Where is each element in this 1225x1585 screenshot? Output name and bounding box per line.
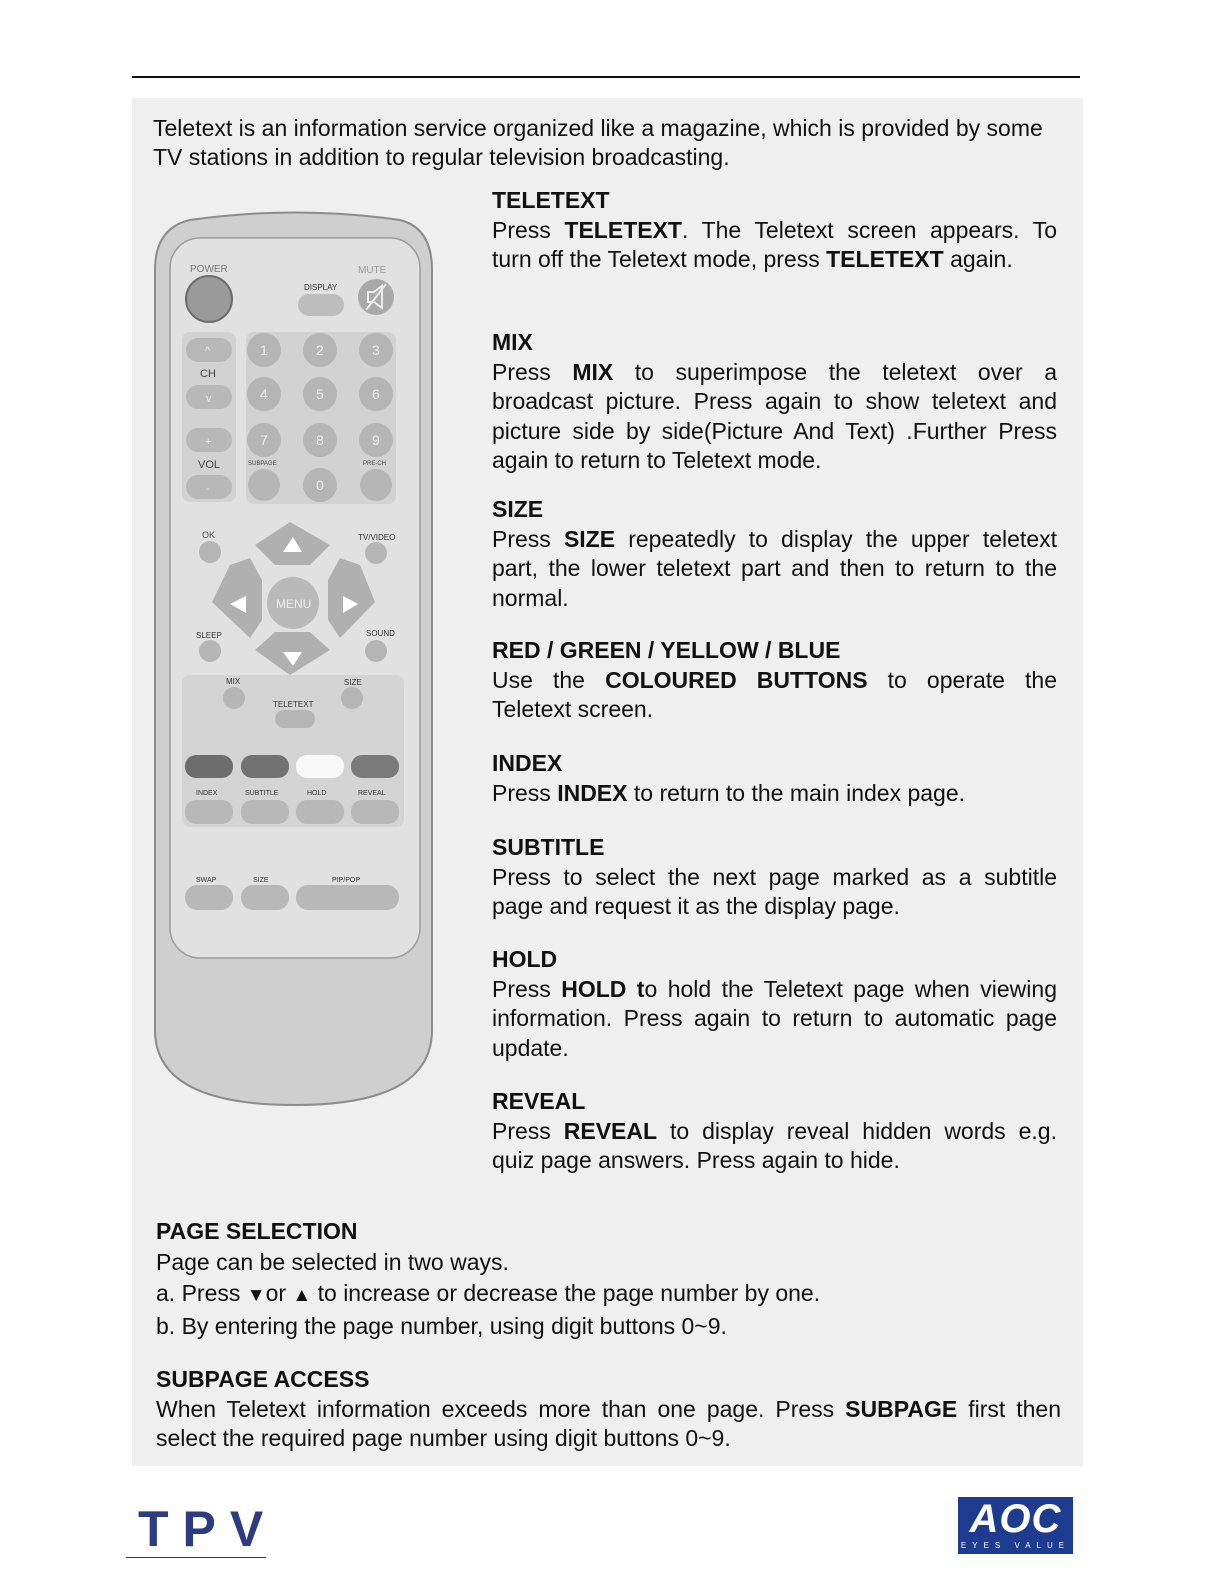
teletext-label: TELETEXT [273, 700, 314, 709]
prech-button [360, 469, 392, 501]
display-label: DISPLAY [304, 283, 338, 292]
blue-button [351, 755, 399, 778]
subpage-bold: SUBPAGE [845, 1395, 958, 1422]
green-button [241, 755, 289, 778]
aoc-logo-text: AOC [969, 1497, 1062, 1541]
ch-up-label: ^ [205, 345, 211, 357]
teletext-heading: TELETEXT [492, 187, 610, 213]
colour-bold: COLOURED BUTTONS [605, 666, 868, 693]
mute-label: MUTE [358, 265, 387, 276]
size-text-2: repeatedly to display the upper teletext part, the lower teletext part and then to return to the normal. [492, 525, 1058, 611]
size-button [341, 687, 363, 709]
power-button [186, 276, 232, 322]
section-subtitle [492, 833, 1057, 922]
teletext-text-1: Press [492, 216, 565, 243]
subpage-heading: SUBPAGE ACCESS [156, 1366, 370, 1392]
sleep-button [199, 640, 221, 662]
ch-down-label: v [206, 393, 212, 405]
ok-button [199, 541, 221, 563]
subpage-text-1: When Teletext information exceeds more than one page. Press [156, 1395, 846, 1422]
mix-heading: MIX [492, 329, 533, 355]
reveal-label: REVEAL [358, 790, 386, 797]
reveal-text-1: Press [492, 1117, 564, 1144]
section-index [492, 749, 1057, 808]
ch-label: CH [200, 368, 216, 380]
ok-label: OK [202, 530, 216, 540]
pippop-label: PIP/POP [332, 877, 361, 884]
mix-button [223, 687, 245, 709]
section-subpage-access [156, 1365, 1061, 1454]
ps-text-a: a. Press [156, 1280, 247, 1306]
ps-text-or: or [265, 1280, 293, 1306]
mix-text-1: Press [492, 358, 573, 385]
reveal-heading: REVEAL [492, 1088, 586, 1114]
teletext-text-3: again. [943, 246, 1013, 272]
subtitle-heading: SUBTITLE [492, 834, 605, 860]
subtitle-text: Press to select the next page marked as a subtitle page and request it as the display page. [492, 863, 1057, 919]
swap-button [185, 885, 233, 910]
section-size [492, 495, 1057, 613]
page-selection-line-2 [156, 1278, 1061, 1311]
sound-label: SOUND [366, 629, 395, 638]
power-label: POWER [190, 264, 228, 275]
vol-down-label: - [206, 483, 210, 495]
colour-text-2: to operate the Teletext screen. [492, 666, 1057, 722]
subtitle-button [241, 800, 289, 824]
section-teletext [492, 186, 1057, 275]
index-button [185, 800, 233, 824]
reveal-button [351, 800, 399, 824]
yellow-button [296, 755, 344, 778]
page-selection-line-3: b. By entering the page number, using digit buttons 0~9. [156, 1313, 727, 1339]
display-button [298, 294, 344, 316]
digit-label-1: 1 [260, 342, 268, 358]
reveal-text-2: to display reveal hidden words e.g. quiz page answers. Press again to hide. [492, 1117, 1057, 1173]
page-selection-heading: PAGE SELECTION [156, 1218, 358, 1244]
digit-label-0: 0 [316, 477, 324, 493]
size-label: SIZE [344, 678, 362, 687]
teletext-text-2: . The Teletext screen appears. To turn off the Teletext mode, press [492, 216, 1057, 272]
mix-label: MIX [226, 677, 241, 686]
section-hold [492, 945, 1057, 1063]
index-text-2: to return to the main index page. [627, 779, 966, 806]
size-text-1: Press [492, 525, 564, 552]
digit-label-4: 4 [260, 386, 268, 402]
tpv-logo: TPV [138, 1501, 278, 1557]
index-label: INDEX [196, 790, 218, 797]
aoc-logo [958, 1497, 1073, 1554]
index-heading: INDEX [492, 750, 563, 776]
mix-text-2: to superimpose the teletext over a broadcast picture. Press again to show teletext and picture side by side(Picture And Text) .Further Press again to return to Teletext mode. [492, 358, 1057, 473]
menu-label: MENU [276, 597, 312, 611]
index-bold: INDEX [557, 779, 628, 806]
hold-bold: HOLD t [561, 975, 645, 1002]
subpage-text-2: first then select the required page number using digit buttons 0~9. [156, 1395, 1061, 1451]
colour-text-1: Use the [492, 666, 606, 693]
digit-label-6: 6 [372, 386, 380, 402]
page-selection-line-1: Page can be selected in two ways. [156, 1249, 509, 1275]
vol-label: VOL [198, 459, 221, 471]
hold-text-2: o hold the Teletext page when viewing information. Press again to return to automatic page update. [492, 975, 1057, 1061]
teletext-button [275, 710, 315, 728]
digit-label-2: 2 [316, 342, 324, 358]
sleep-label: SLEEP [196, 631, 222, 640]
tvvideo-button [365, 542, 387, 564]
digit-label-8: 8 [316, 432, 324, 448]
up-triangle-icon: ▲ [292, 1285, 312, 1306]
colour-heading: RED / GREEN / YELLOW / BLUE [492, 637, 841, 663]
size2-label: SIZE [253, 877, 269, 884]
hold-heading: HOLD [492, 946, 558, 972]
teletext-bold-1: TELETEXT [564, 216, 682, 243]
size-bold: SIZE [563, 525, 616, 552]
intro-paragraph: Teletext is an information service organized like a magazine, which is provided by some TV stations in addition to regular television broadcasting. [153, 115, 1043, 170]
hold-button [296, 800, 344, 824]
down-triangle-icon: ▼ [246, 1285, 266, 1306]
reveal-bold: REVEAL [563, 1117, 658, 1144]
ps-text-b: to increase or decrease the page number by one. [311, 1280, 821, 1306]
teletext-bold-2: TELETEXT [826, 246, 944, 272]
section-mix [492, 328, 1057, 476]
remote-control-illustration [150, 210, 440, 1110]
red-button [185, 755, 233, 778]
vol-up-label: + [205, 436, 212, 448]
digit-label-9: 9 [372, 432, 380, 448]
digit-label-5: 5 [316, 386, 324, 402]
size2-button [241, 885, 289, 910]
digit-label-7: 7 [260, 432, 268, 448]
section-reveal [492, 1087, 1057, 1176]
section-colour-buttons [492, 636, 1057, 725]
index-text-1: Press [492, 779, 558, 806]
header-rule [132, 76, 1080, 78]
hold-text-1: Press [492, 975, 562, 1002]
section-page-selection [156, 1216, 1061, 1342]
subtitle-label: SUBTITLE [245, 790, 279, 797]
mix-bold: MIX [572, 358, 614, 385]
aoc-tagline: EYES VALUE [960, 1541, 1071, 1550]
tvvideo-label: TV/VIDEO [358, 533, 396, 542]
subpage-label: SUBPAGE [248, 461, 277, 467]
tpv-underline [126, 1557, 266, 1558]
size-heading: SIZE [492, 496, 544, 522]
subpage-button [248, 469, 280, 501]
prech-label: PRE-CH [363, 461, 387, 467]
sound-button [365, 640, 387, 662]
pippop-button [296, 885, 399, 910]
swap-label: SWAP [196, 877, 217, 884]
hold-label: HOLD [307, 790, 327, 797]
digit-label-3: 3 [372, 342, 380, 358]
